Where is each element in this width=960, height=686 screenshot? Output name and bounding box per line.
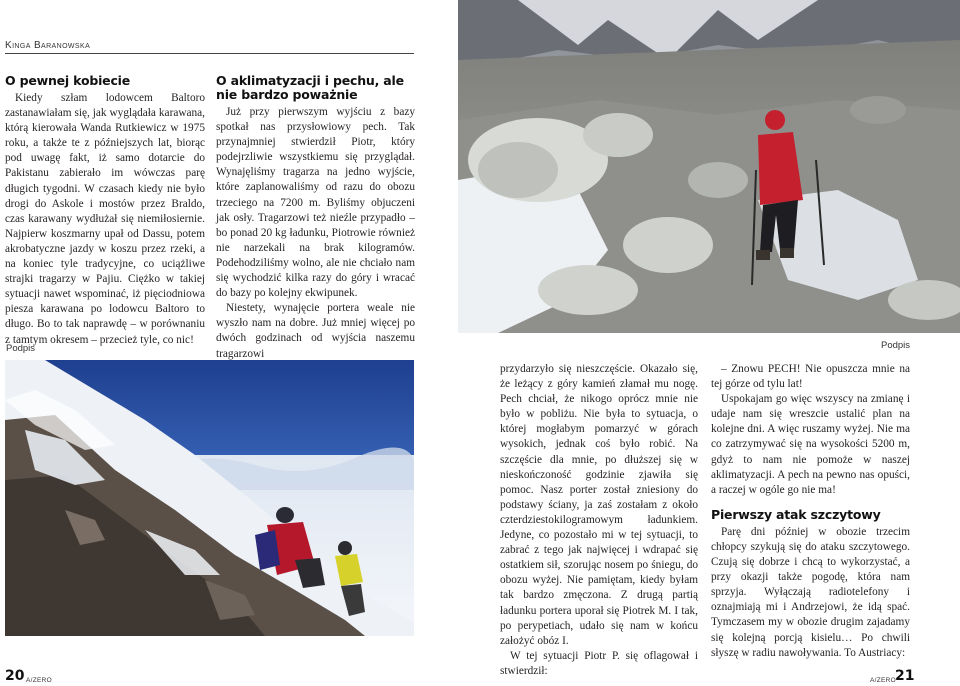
paragraph: Uspokajam go więc wszyscy na zmianę i udaje nam się wreszcie ustalić plan na kolejne dni. A więc ruszamy wyżej. Nie ma co zatrzymywać się na wysokości 5200 m, gdyż to nam nie pomoże w naszej aklimatyzacji. A pech na pewno nas opuści, a raczej w ogóle go nie ma!: [711, 393, 910, 496]
column-2: [216, 74, 415, 362]
paragraph: przydarzyło się nieszczęście. Okazało się, że leżący z góry kamień złamał mu nogę. Pech chciał, że nikogo oprócz mnie nie było w pobliżu. Nie była to sytuacja, o której mogłabym pomarzyć w górach wysokich, jednak coś było robić. Na szczęście dla mnie, po dłuższej się w nieskończoność godzinie zjawiła się pomoc. Nasz porter został zniesiony do podstawy ściany, ja zaś zostałam z około czterdziestokilogramowym ładunkiem. Jedyne, co pozostało mi w tej sytuacji, to zabrać z tego jak najwięcej i wdrapać się ostatkiem sił, szorując nosem po śniegu, do obozu wyżej. Nie pamiętam, kiedy byłam tak bardzo zmęczona. Z drugą partią ładunku portera uporał się Piotrek M. I tak, po perypetiach, udało się nam w końcu założyć obóz I.: [500, 363, 698, 647]
page-number-left: 20: [5, 668, 25, 684]
section-heading-aklimatyzacja: O aklimatyzacji i pechu, ale nie bardzo poważnie: [216, 73, 404, 102]
climbers-ridge-photo: [5, 360, 414, 636]
paragraph: – Znowu PECH! Nie opuszcza mnie na tej górze od tylu lat!: [711, 363, 910, 391]
magazine-name-right: A/ZERO: [870, 677, 896, 684]
section-heading-atak: Pierwszy atak szczytowy: [711, 506, 881, 522]
column-3: [500, 362, 698, 679]
author-name: Kinga Baranowska: [5, 40, 91, 51]
section-heading-kobieta: O pewnej kobiecie: [5, 73, 131, 88]
column-4: [711, 362, 910, 661]
left-page: [0, 0, 458, 686]
paragraph: W tej sytuacji Piotr P. się oflagował i stwierdził:: [500, 649, 698, 677]
header-rule: [5, 53, 414, 54]
photo-caption-left: Podpis: [6, 343, 36, 354]
glacier-trekker-photo: [458, 0, 960, 333]
paragraph: Niestety, wynajęcie portera weale nie wyszło nam na dobre. Już mniej więcej po dwóch godzinach od wyjścia naszemu tragarzowi: [216, 302, 415, 360]
magazine-name-left: A/ZERO: [26, 677, 52, 684]
paragraph: Kiedy szłam lodowcem Baltoro zastanawiałam się, jak wyglądała karawana, którą kierowała Wanda Rutkiewicz w 1975 roku, a także te z późniejszych lat, biorąc pod uwagę fakt, iż samo dotarcie do Pakistanu zabierało im wówczas parę długich tygodni. W czasach kiedy nie było drogi do Askole i mostów przez Braldo, czas karawany wydłużał się niemiłosiernie. Najpierw koszmarny upał od Dassu, potem akrobatyczne jazdy w koszu przez rzeki, a na koniec tyle tradycyjne, co uciążliwe strajki tragarzy w Pajiu. Ciężko w takiej sytuacji nawet wspominać, iż pięciodniowa piesza karawana po lodowcu Baltoro to długo. Bo to tak naprawdę – w porównaniu z tamtym okresem – przecież tyle, co nic!: [5, 92, 205, 346]
page-number-right: 21: [895, 668, 915, 684]
paragraph: Już przy pierwszym wyjściu z bazy spotkał nas przysłowiowy pech. Tak przynajmniej stwierdził Piotr, który podejrzliwie wszystkiemu się przyglądał. Wynajęliśmy tragarza na jedno wyjście, które zaplanowaliśmy od razu do obozu trzeciego na 7200 m. Byliśmy objuczeni jak osły. Tragarzowi też nieźle przypadło – bo ponad 20 kg ładunku, Piotrowie również nie narzekali na brak kilogramów. Podehodziliśmy wolno, ale nie chciało nam się wychodzić kilka razy do góry i wracać do bazy po kolejny ekwipunek.: [216, 106, 415, 300]
paragraph: Parę dni później w obozie trzecim chłopcy szykują się do ataku szczytowego. Czują się dobrze i chcą to wykorzystać, a przy okazji także pogodę, która nam sprzyja. Wyłączają radiotelefony i oznajmiają mi i Andrzejowi, że idą spać. Tymczasem my w obozie drugim zajadamy się kolejną porcją kisielu… Po chwili słyszę w radiu nawoływania. To Austriacy:: [711, 525, 910, 659]
photo-caption-right: Podpis: [881, 340, 911, 351]
column-1: [5, 74, 205, 348]
